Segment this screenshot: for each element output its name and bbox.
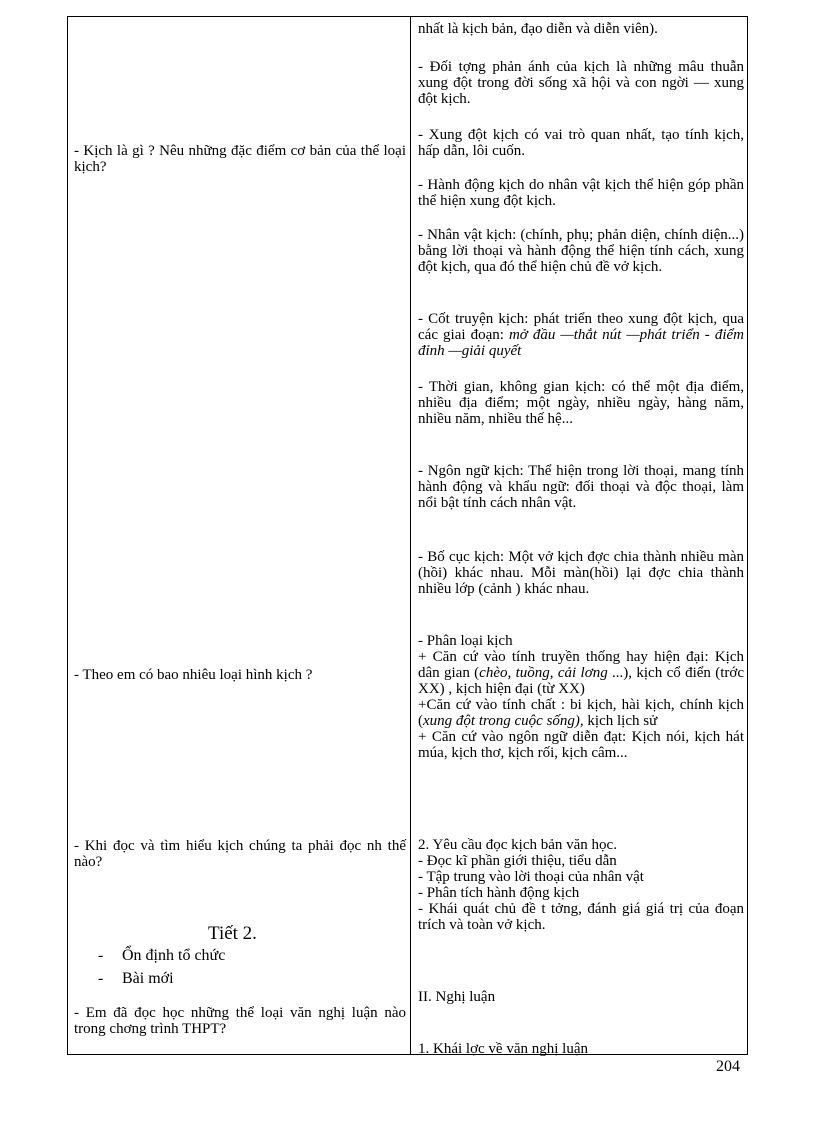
requirement-item: - Đọc kĩ phần giới thiệu, tiểu dẫn bbox=[418, 853, 617, 869]
answer-paragraph: - Xung đột kịch có vai trò quan nhất, tạo tính kịch, hấp dẫn, lôi cuốn. bbox=[418, 127, 744, 159]
section-heading: II. Nghị luận bbox=[418, 989, 496, 1005]
bullet-item: - Ổn định tổ chức bbox=[98, 947, 226, 964]
page-number: 204 bbox=[716, 1058, 740, 1075]
classification-heading: - Phân loại kịch bbox=[418, 633, 513, 649]
answer-paragraph: - Hành động kịch do nhân vật kịch thể hiện góp phần thể hiện xung đột kịch. bbox=[418, 177, 744, 209]
question-drama-types: - Theo em có bao nhiêu loại hình kịch ? bbox=[74, 667, 313, 683]
lesson-table bbox=[67, 16, 748, 1055]
bullet-item: - Bài mới bbox=[98, 970, 174, 987]
classification-block bbox=[418, 633, 744, 761]
classification-item: + Căn cứ vào ngôn ngữ diễn đạt: Kịch nói, kịch hát múa, kịch thơ, kịch rối, kịch câm... bbox=[418, 729, 744, 761]
subsection-heading: 1. Khái lợc về văn nghị luận bbox=[418, 1041, 588, 1057]
answer-paragraph: - Cốt truyện kịch: phát triển theo xung đột kịch, qua các giai đoạn: mở đầu —thắt nút —phát triển - điểm đỉnh —giải quyết bbox=[418, 311, 744, 359]
answer-paragraph: nhất là kịch bản, đạo diễn và diễn viên). bbox=[418, 21, 658, 37]
requirement-item: - Khái quát chủ đề t tởng, đánh giá giá trị của đoạn trích và toàn vở kịch. bbox=[418, 901, 744, 933]
requirement-item: - Phân tích hành động kịch bbox=[418, 885, 580, 901]
requirement-item: - Tập trung vào lời thoại của nhân vật bbox=[418, 869, 644, 885]
question-drama-definition: - Kịch là gì ? Nêu những đặc điểm cơ bản của thể loại kịch? bbox=[74, 143, 406, 175]
reading-requirements bbox=[418, 837, 744, 933]
question-reading-drama: - Khi đọc và tìm hiểu kịch chúng ta phải đọc nh thế nào? bbox=[74, 838, 406, 870]
classification-item: +Căn cứ vào tính chất : bi kịch, hài kịch, chính kịch (xung đột trong cuộc sống), kịch lịch sử bbox=[418, 697, 744, 729]
question-argument-genres: - Em đã đọc học những thể loại văn nghị luận nào trong chơng trình THPT? bbox=[74, 1005, 406, 1037]
answer-paragraph: - Nhân vật kịch: (chính, phụ; phản diện, chính diện...) bằng lời thoại và hành động thể hiện tính cách, xung đột kịch, qua đó thể hiện chủ đề vở kịch. bbox=[418, 227, 744, 275]
bullet-dash: - bbox=[98, 970, 104, 987]
answer-paragraph: - Thời gian, không gian kịch: có thể một địa điểm, nhiều địa điểm; một ngày, nhiều ngày, hàng năm, nhiều năm, nhiều thế hệ... bbox=[418, 379, 744, 427]
column-divider bbox=[410, 17, 411, 1054]
requirement-heading: 2. Yêu cầu đọc kịch bản văn học. bbox=[418, 837, 617, 853]
answer-paragraph: - Đối tợng phản ánh của kịch là những mâu thuẫn xung đột trong đời sống xã hội và con ngời — xung đột kịch. bbox=[418, 59, 744, 107]
answer-paragraph: - Bố cục kịch: Một vở kịch đợc chia thành nhiều màn (hồi) khác nhau. Mỗi màn(hồi) lại đợc chia thành nhiều lớp (cảnh ) khác nhau. bbox=[418, 549, 744, 597]
classification-item: + Căn cứ vào tính truyền thống hay hiện đại: Kịch dân gian (chèo, tuồng, cải lơng ...), kịch cổ điển (trớc XX) , kịch hiện đại (từ XX) bbox=[418, 649, 744, 697]
bullet-dash: - bbox=[98, 947, 104, 964]
lesson-title: Tiết 2. bbox=[208, 923, 257, 944]
answer-paragraph: - Ngôn ngữ kịch: Thể hiện trong lời thoại, mang tính hành động và khẩu ngữ: đối thoại và độc thoại, làm nổi bật tính cách nhân vật. bbox=[418, 463, 744, 511]
